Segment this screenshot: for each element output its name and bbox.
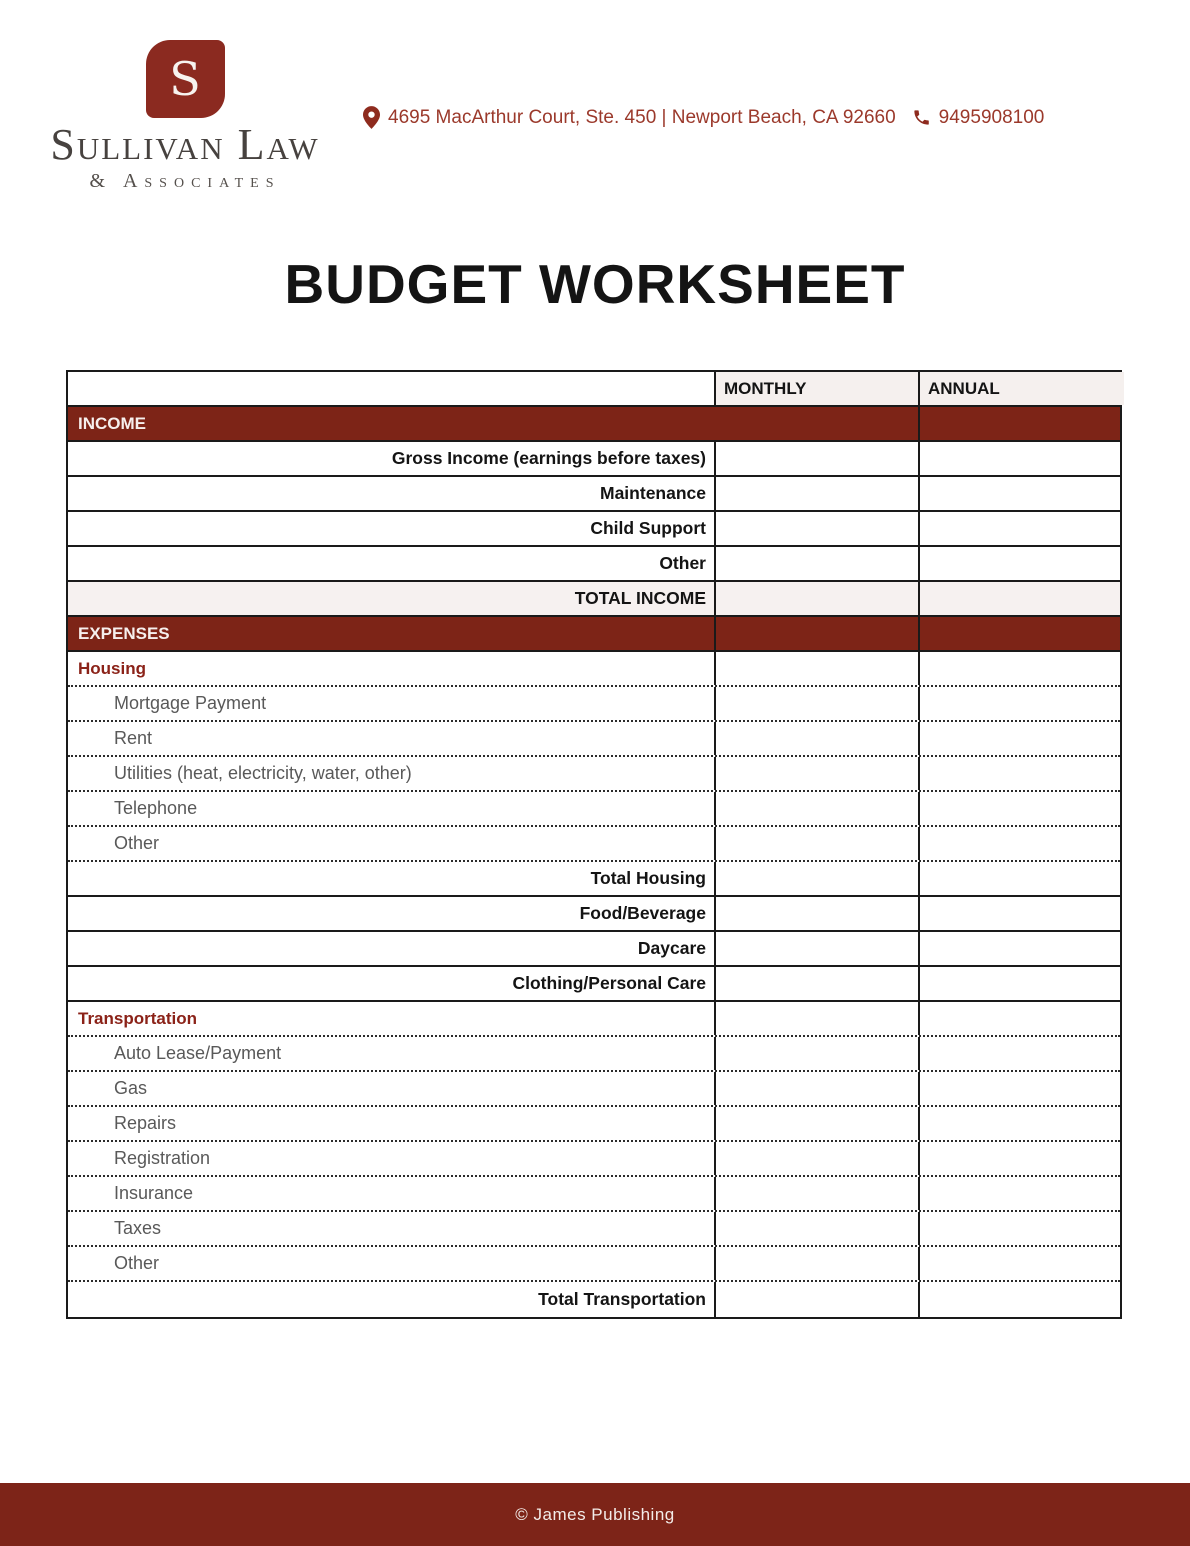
taxes-monthly-cell: [714, 1212, 918, 1245]
section-income-label: INCOME: [78, 413, 146, 433]
total-housing-label: Total Housing: [590, 868, 706, 888]
section-expenses-label: EXPENSES: [78, 623, 170, 643]
table-row-section-expenses: [68, 617, 1120, 652]
auto-lease-payment-annual-cell: [918, 1037, 1124, 1070]
total-income-annual-cell: [918, 582, 1124, 615]
child-support-annual-cell: [918, 512, 1124, 545]
telephone-label: Telephone: [114, 798, 198, 818]
total-income-monthly-cell: [714, 582, 918, 615]
table-row-total-transportation: [68, 1282, 1120, 1317]
taxes-annual-cell: [918, 1212, 1124, 1245]
telephone-monthly-cell: [714, 792, 918, 825]
location-pin-icon: [363, 106, 380, 129]
table-row-total-income: [68, 582, 1120, 617]
table-row-gross-income: [68, 442, 1120, 477]
table-row-gas: [68, 1072, 1120, 1107]
phone-icon: [912, 108, 931, 127]
daycare-label: Daycare: [637, 938, 706, 958]
address-text: 4695 MacArthur Court, Ste. 450 | Newport Beach, CA 92660: [388, 106, 896, 128]
column-header-row-monthly-cell: MONTHLY: [714, 372, 918, 405]
food-beverage-label: Food/Beverage: [579, 903, 706, 923]
utilities-annual-cell: [918, 757, 1124, 790]
child-support-monthly-cell: [714, 512, 918, 545]
repairs-label: Repairs: [114, 1113, 177, 1133]
child-support-label: Child Support: [590, 518, 706, 538]
transportation-other-annual-cell: [918, 1247, 1124, 1280]
total-transportation-label: Total Transportation: [538, 1289, 706, 1309]
brand-name: Sullivan Law: [50, 120, 320, 169]
total-housing-annual-cell: [918, 862, 1124, 895]
income-other-label: Other: [659, 553, 706, 573]
table-row-housing-other: [68, 827, 1120, 862]
housing-heading-label: Housing: [78, 658, 146, 678]
table-row-telephone: [68, 792, 1120, 827]
utilities-label: Utilities (heat, electricity, water, other): [114, 763, 412, 783]
housing-other-monthly-cell: [714, 827, 918, 860]
section-expenses-annual-cell: [918, 617, 1124, 650]
maintenance-monthly-cell: [714, 477, 918, 510]
clothing-personal-care-monthly-cell: [714, 967, 918, 1000]
income-other-monthly-cell: [714, 547, 918, 580]
housing-heading-monthly-cell: [714, 652, 918, 685]
footer-copyright: © James Publishing: [515, 1504, 675, 1524]
phone-number: 9495908100: [938, 106, 1045, 128]
transportation-other-label: Other: [114, 1253, 160, 1273]
table-row-total-housing: [68, 862, 1120, 897]
page-title: BUDGET WORKSHEET: [284, 253, 906, 315]
auto-lease-payment-monthly-cell: [714, 1037, 918, 1070]
maintenance-annual-cell: [918, 477, 1124, 510]
column-header-row-label: [68, 372, 714, 405]
insurance-label: Insurance: [114, 1183, 194, 1203]
table-row-repairs: [68, 1107, 1120, 1142]
section-income-monthly-cell: [714, 407, 918, 440]
gas-monthly-cell: [714, 1072, 918, 1105]
logo-letter: S: [169, 52, 201, 106]
auto-lease-payment-label: Auto Lease/Payment: [114, 1043, 282, 1063]
brand-subname: & Associates: [89, 170, 281, 193]
total-transportation-annual-cell: [918, 1282, 1124, 1317]
table-row-section-income: [68, 407, 1120, 442]
table-row-clothing-personal-care: [68, 967, 1120, 1002]
registration-annual-cell: [918, 1142, 1124, 1175]
section-expenses-monthly-cell: [714, 617, 918, 650]
table-row-transportation-other: [68, 1247, 1120, 1282]
budget-table: [66, 370, 1122, 1319]
gross-income-label: Gross Income (earnings before taxes): [391, 448, 706, 468]
table-row-registration: [68, 1142, 1120, 1177]
gas-annual-cell: [918, 1072, 1124, 1105]
gas-label: Gas: [114, 1078, 148, 1098]
mortgage-payment-annual-cell: [918, 687, 1124, 720]
logo-mark: [146, 40, 225, 118]
daycare-monthly-cell: [714, 932, 918, 965]
total-housing-monthly-cell: [714, 862, 918, 895]
table-row-child-support: [68, 512, 1120, 547]
table-row-auto-lease-payment: [68, 1037, 1120, 1072]
table-row-income-other: [68, 547, 1120, 582]
housing-heading-annual-cell: [918, 652, 1124, 685]
table-row-rent: [68, 722, 1120, 757]
transportation-heading-label: Transportation: [78, 1008, 198, 1028]
rent-monthly-cell: [714, 722, 918, 755]
clothing-personal-care-label: Clothing/Personal Care: [512, 973, 706, 993]
telephone-annual-cell: [918, 792, 1124, 825]
gross-income-monthly-cell: [714, 442, 918, 475]
table-row-housing-heading: [68, 652, 1120, 687]
registration-monthly-cell: [714, 1142, 918, 1175]
table-row-daycare: [68, 932, 1120, 967]
taxes-label: Taxes: [114, 1218, 162, 1238]
total-transportation-monthly-cell: [714, 1282, 918, 1317]
insurance-monthly-cell: [714, 1177, 918, 1210]
contact-line: [363, 106, 1044, 129]
housing-other-label: Other: [114, 833, 160, 853]
table-row-insurance: [68, 1177, 1120, 1212]
income-other-annual-cell: [918, 547, 1124, 580]
clothing-personal-care-annual-cell: [918, 967, 1124, 1000]
daycare-annual-cell: [918, 932, 1124, 965]
food-beverage-annual-cell: [918, 897, 1124, 930]
table-row-mortgage-payment: [68, 687, 1120, 722]
transportation-heading-monthly-cell: [714, 1002, 918, 1035]
table-row-column-header-row: [68, 372, 1120, 407]
table-row-transportation-heading: [68, 1002, 1120, 1037]
housing-other-annual-cell: [918, 827, 1124, 860]
maintenance-label: Maintenance: [600, 483, 706, 503]
logo: [28, 40, 342, 193]
gross-income-annual-cell: [918, 442, 1124, 475]
total-income-label: TOTAL INCOME: [574, 588, 706, 608]
table-row-utilities: [68, 757, 1120, 792]
column-header-row-annual-cell: ANNUAL: [918, 372, 1124, 405]
insurance-annual-cell: [918, 1177, 1124, 1210]
transportation-heading-annual-cell: [918, 1002, 1124, 1035]
rent-annual-cell: [918, 722, 1124, 755]
food-beverage-monthly-cell: [714, 897, 918, 930]
mortgage-payment-label: Mortgage Payment: [114, 693, 267, 713]
section-income-annual-cell: [918, 407, 1124, 440]
utilities-monthly-cell: [714, 757, 918, 790]
rent-label: Rent: [114, 728, 153, 748]
transportation-other-monthly-cell: [714, 1247, 918, 1280]
table-row-food-beverage: [68, 897, 1120, 932]
registration-label: Registration: [114, 1148, 211, 1168]
repairs-monthly-cell: [714, 1107, 918, 1140]
mortgage-payment-monthly-cell: [714, 687, 918, 720]
table-row-maintenance: [68, 477, 1120, 512]
repairs-annual-cell: [918, 1107, 1124, 1140]
table-row-taxes: [68, 1212, 1120, 1247]
footer: [0, 1483, 1190, 1546]
